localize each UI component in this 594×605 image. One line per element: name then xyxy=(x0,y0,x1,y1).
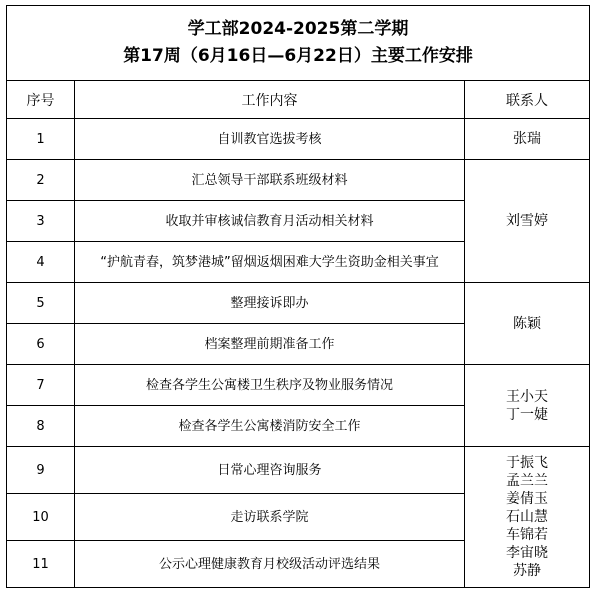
contact-name: 车锦若 xyxy=(506,527,548,543)
table-row xyxy=(7,283,590,324)
contact-name: 丁一婕 xyxy=(506,406,548,423)
header-number: 序号 xyxy=(7,81,75,119)
row-task: 检查各学生公寓楼消防安全工作 xyxy=(75,406,465,447)
contact-cell xyxy=(465,447,590,588)
title-row xyxy=(7,6,590,81)
table-title xyxy=(7,6,590,81)
contact-name: 苏静 xyxy=(513,563,541,579)
row-number: 6 xyxy=(7,324,75,365)
row-number: 9 xyxy=(7,447,75,494)
row-task: 汇总领导干部联系班级材料 xyxy=(75,160,465,201)
contact-name: 张瑞 xyxy=(513,131,541,147)
row-number: 3 xyxy=(7,201,75,242)
row-task: 走访联系学院 xyxy=(75,494,465,541)
table-row xyxy=(7,160,590,201)
row-task: 整理接诉即办 xyxy=(75,283,465,324)
row-task: 档案整理前期准备工作 xyxy=(75,324,465,365)
row-number: 2 xyxy=(7,160,75,201)
header-task: 工作内容 xyxy=(75,81,465,119)
table-row xyxy=(7,365,590,406)
title-line-week: 第17周（6月16日—6月22日）主要工作安排 xyxy=(123,46,473,66)
row-number: 1 xyxy=(7,119,75,160)
contact-name: 陈颖 xyxy=(513,315,541,332)
row-task: 检查各学生公寓楼卫生秩序及物业服务情况 xyxy=(75,365,465,406)
row-number: 10 xyxy=(7,494,75,541)
title-line-term: 学工部2024-2025第二学期 xyxy=(187,19,409,39)
row-number: 7 xyxy=(7,365,75,406)
row-task: 日常心理咨询服务 xyxy=(75,447,465,494)
row-number: 8 xyxy=(7,406,75,447)
row-number: 11 xyxy=(7,541,75,588)
header-row xyxy=(7,81,590,119)
row-task: 自训教官选拔考核 xyxy=(75,119,465,160)
contact-cell xyxy=(465,365,590,447)
contact-cell xyxy=(465,160,590,283)
contact-name: 刘雪婷 xyxy=(506,213,548,229)
row-number: 4 xyxy=(7,242,75,283)
contact-name: 姜倩玉 xyxy=(506,491,548,507)
contact-cell xyxy=(465,119,590,160)
table-row xyxy=(7,119,590,160)
contact-name: 李宙晓 xyxy=(506,545,548,561)
row-task: “护航青春，筑梦港城”留烟返烟困难大学生资助金相关事宜 xyxy=(75,242,465,283)
row-number: 5 xyxy=(7,283,75,324)
row-task: 收取并审核诚信教育月活动相关材料 xyxy=(75,201,465,242)
contact-name: 石山慧 xyxy=(506,509,548,525)
contact-name: 王小天 xyxy=(506,388,548,405)
table-row xyxy=(7,447,590,494)
row-task: 公示心理健康教育月校级活动评选结果 xyxy=(75,541,465,588)
contact-cell xyxy=(465,283,590,365)
schedule-table xyxy=(6,5,590,588)
contact-name: 于振飞 xyxy=(506,455,548,471)
header-contact: 联系人 xyxy=(465,81,590,119)
schedule-sheet xyxy=(6,5,589,600)
contact-name: 孟兰兰 xyxy=(506,473,548,489)
